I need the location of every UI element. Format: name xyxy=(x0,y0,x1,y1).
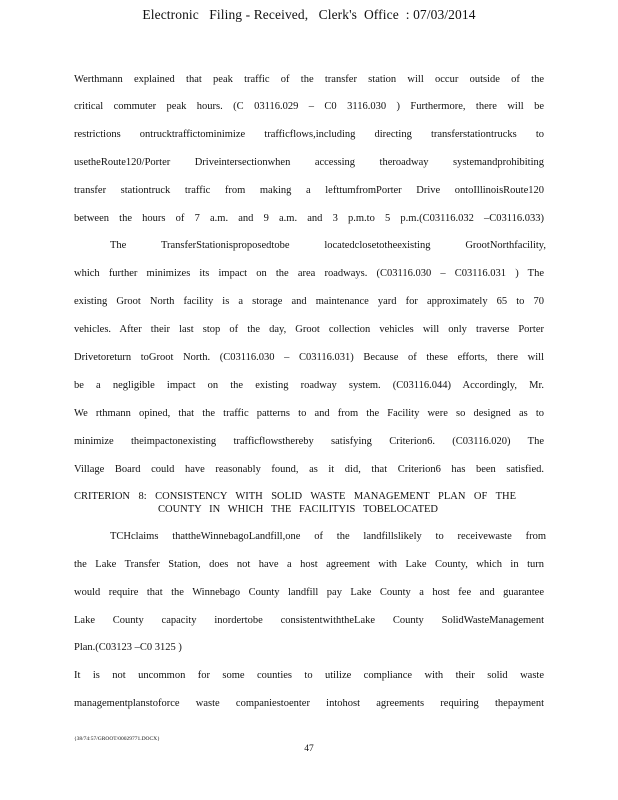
body-line: Village Board could have reasonably found, as it did, that Criterion6 has been satisfied. xyxy=(74,464,544,475)
body-line: TCHclaims thattheWinnebagoLandfill,one of the landfillslikely to receivewaste from xyxy=(110,531,546,542)
body-line: be a negligible impact on the existing roadway system. (C03116.044) Accordingly, Mr. xyxy=(74,380,544,391)
body-line: We rthmann opined, that the traffic patterns to and from the Facility were so designed as to xyxy=(74,408,544,419)
body-line: usetheRoute120/Porter Driveintersectionwhen accessing theroadway systemandprohibiting xyxy=(74,157,544,168)
body-line: which further minimizes its impact on the area roadways. (C03116.030 – C03116.031 ) The xyxy=(74,268,544,279)
body-line: managementplanstoforce waste companiestoenter intohost agreements requiring thepayment xyxy=(74,698,544,709)
body-line: Lake County capacity inordertobe consistentwiththeLake County SolidWasteManagement xyxy=(74,615,544,626)
body-line: Werthmann explained that peak traffic of the transfer station will occur outside of the xyxy=(74,74,544,85)
page-number: 47 xyxy=(304,744,314,754)
body-line: It is not uncommon for some counties to utilize compliance with their solid waste xyxy=(74,670,544,681)
body-line: transfer stationtruck traffic from making a lefttumfromPorter Drive ontoIllinoisRoute120 xyxy=(74,185,544,196)
body-line: existing Groot North facility is a storage and maintenance yard for approximately 65 to 70 xyxy=(74,296,544,307)
page-header: Electronic Filing - Received, Clerk's Office : 07/03/2014 xyxy=(142,7,476,22)
section-heading: CRITERION 8: CONSISTENCY WITH SOLID WASTE MANAGEMENT PLAN OF THE xyxy=(74,491,516,502)
body-line: minimize theimpactonexisting trafficflowsthereby satisfying Criterion6. (C03116.020) The xyxy=(74,436,544,447)
document-reference: {38/74:57/GROOT/00029771.DOCX} xyxy=(74,736,160,742)
body-line: The TransferStationisproposedtobe locatedclosetotheexisting GrootNorthfacility, xyxy=(110,240,546,251)
body-line: critical commuter peak hours. (C 03116.029 – C0 3116.030 ) Furthermore, there will be xyxy=(74,101,544,112)
body-line: the Lake Transfer Station, does not have a host agreement with Lake County, which in turn xyxy=(74,559,544,570)
section-heading: COUNTY IN WHICH THE FACILITYIS TOBELOCATED xyxy=(158,504,438,515)
body-line: between the hours of 7 a.m. and 9 a.m. and 3 p.m.to 5 p.m.(C03116.032 –C03116.033) xyxy=(74,213,544,224)
body-line: would require that the Winnebago County landfill pay Lake County a host fee and guarantee xyxy=(74,587,544,598)
body-line: restrictions ontrucktraffictominimize trafficflows,including directing transferstationtrucks to xyxy=(74,129,544,140)
body-line: Plan.(C03123 –C0 3125 ) xyxy=(74,642,182,653)
body-line: Drivetoreturn toGroot North. (C03116.030 – C03116.031) Because of these efforts, there will xyxy=(74,352,544,363)
body-line: vehicles. After their last stop of the day, Groot collection vehicles will only traverse Porter xyxy=(74,324,544,335)
